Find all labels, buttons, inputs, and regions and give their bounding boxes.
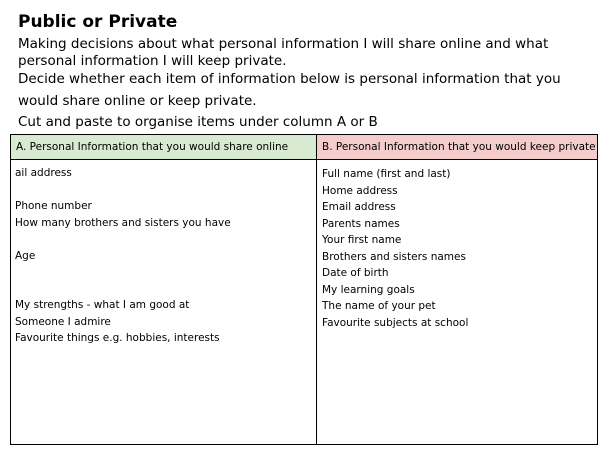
list-item[interactable]: Full name (first and last): [322, 168, 451, 180]
instruction-line-2: would share online or keep private.: [18, 93, 257, 109]
list-item[interactable]: Favourite things e.g. hobbies, interests: [15, 332, 220, 344]
column-divider: [316, 135, 317, 444]
list-spacer: [15, 231, 231, 248]
list-spacer: [15, 281, 231, 298]
list-item[interactable]: Date of birth: [322, 267, 389, 279]
list-item[interactable]: Home address: [322, 184, 398, 197]
list-item[interactable]: Your first name: [322, 234, 402, 246]
list-spacer: [15, 182, 231, 199]
list-item[interactable]: How many brothers and sisters you have: [15, 216, 231, 229]
column-a-header: A. Personal Information that you would share online: [11, 135, 316, 159]
column-b-list[interactable]: [322, 166, 468, 331]
intro-line-1: Making decisions about what personal information I will share online and what: [18, 36, 549, 52]
header-divider: [11, 159, 597, 160]
list-item[interactable]: The name of your pet: [322, 300, 436, 312]
list-spacer: [15, 264, 231, 281]
list-item[interactable]: Brothers and sisters names: [322, 250, 466, 263]
intro-line-2: personal information I will keep private.: [18, 53, 287, 69]
list-item[interactable]: Someone I admire: [15, 315, 111, 328]
instruction-line-3: Cut and paste to organise items under column A or B: [18, 114, 378, 130]
sorting-table: [10, 134, 598, 445]
page-title: Public or Private: [18, 12, 178, 32]
list-item[interactable]: Parents names: [322, 217, 400, 230]
column-a-list[interactable]: [15, 165, 231, 347]
instruction-line-1: Decide whether each item of information below is personal information that you: [18, 71, 561, 87]
list-item[interactable]: Age: [15, 249, 36, 262]
list-item[interactable]: Favourite subjects at school: [322, 316, 469, 329]
column-b-header: B. Personal Information that you would keep private: [317, 135, 597, 159]
list-item[interactable]: Phone number: [15, 200, 92, 212]
list-item[interactable]: My learning goals: [322, 283, 415, 296]
list-item[interactable]: Email address: [322, 201, 396, 213]
list-item[interactable]: ail address: [15, 167, 72, 179]
intro-paragraph: [18, 36, 593, 70]
list-item[interactable]: My strengths - what I am good at: [15, 299, 190, 311]
